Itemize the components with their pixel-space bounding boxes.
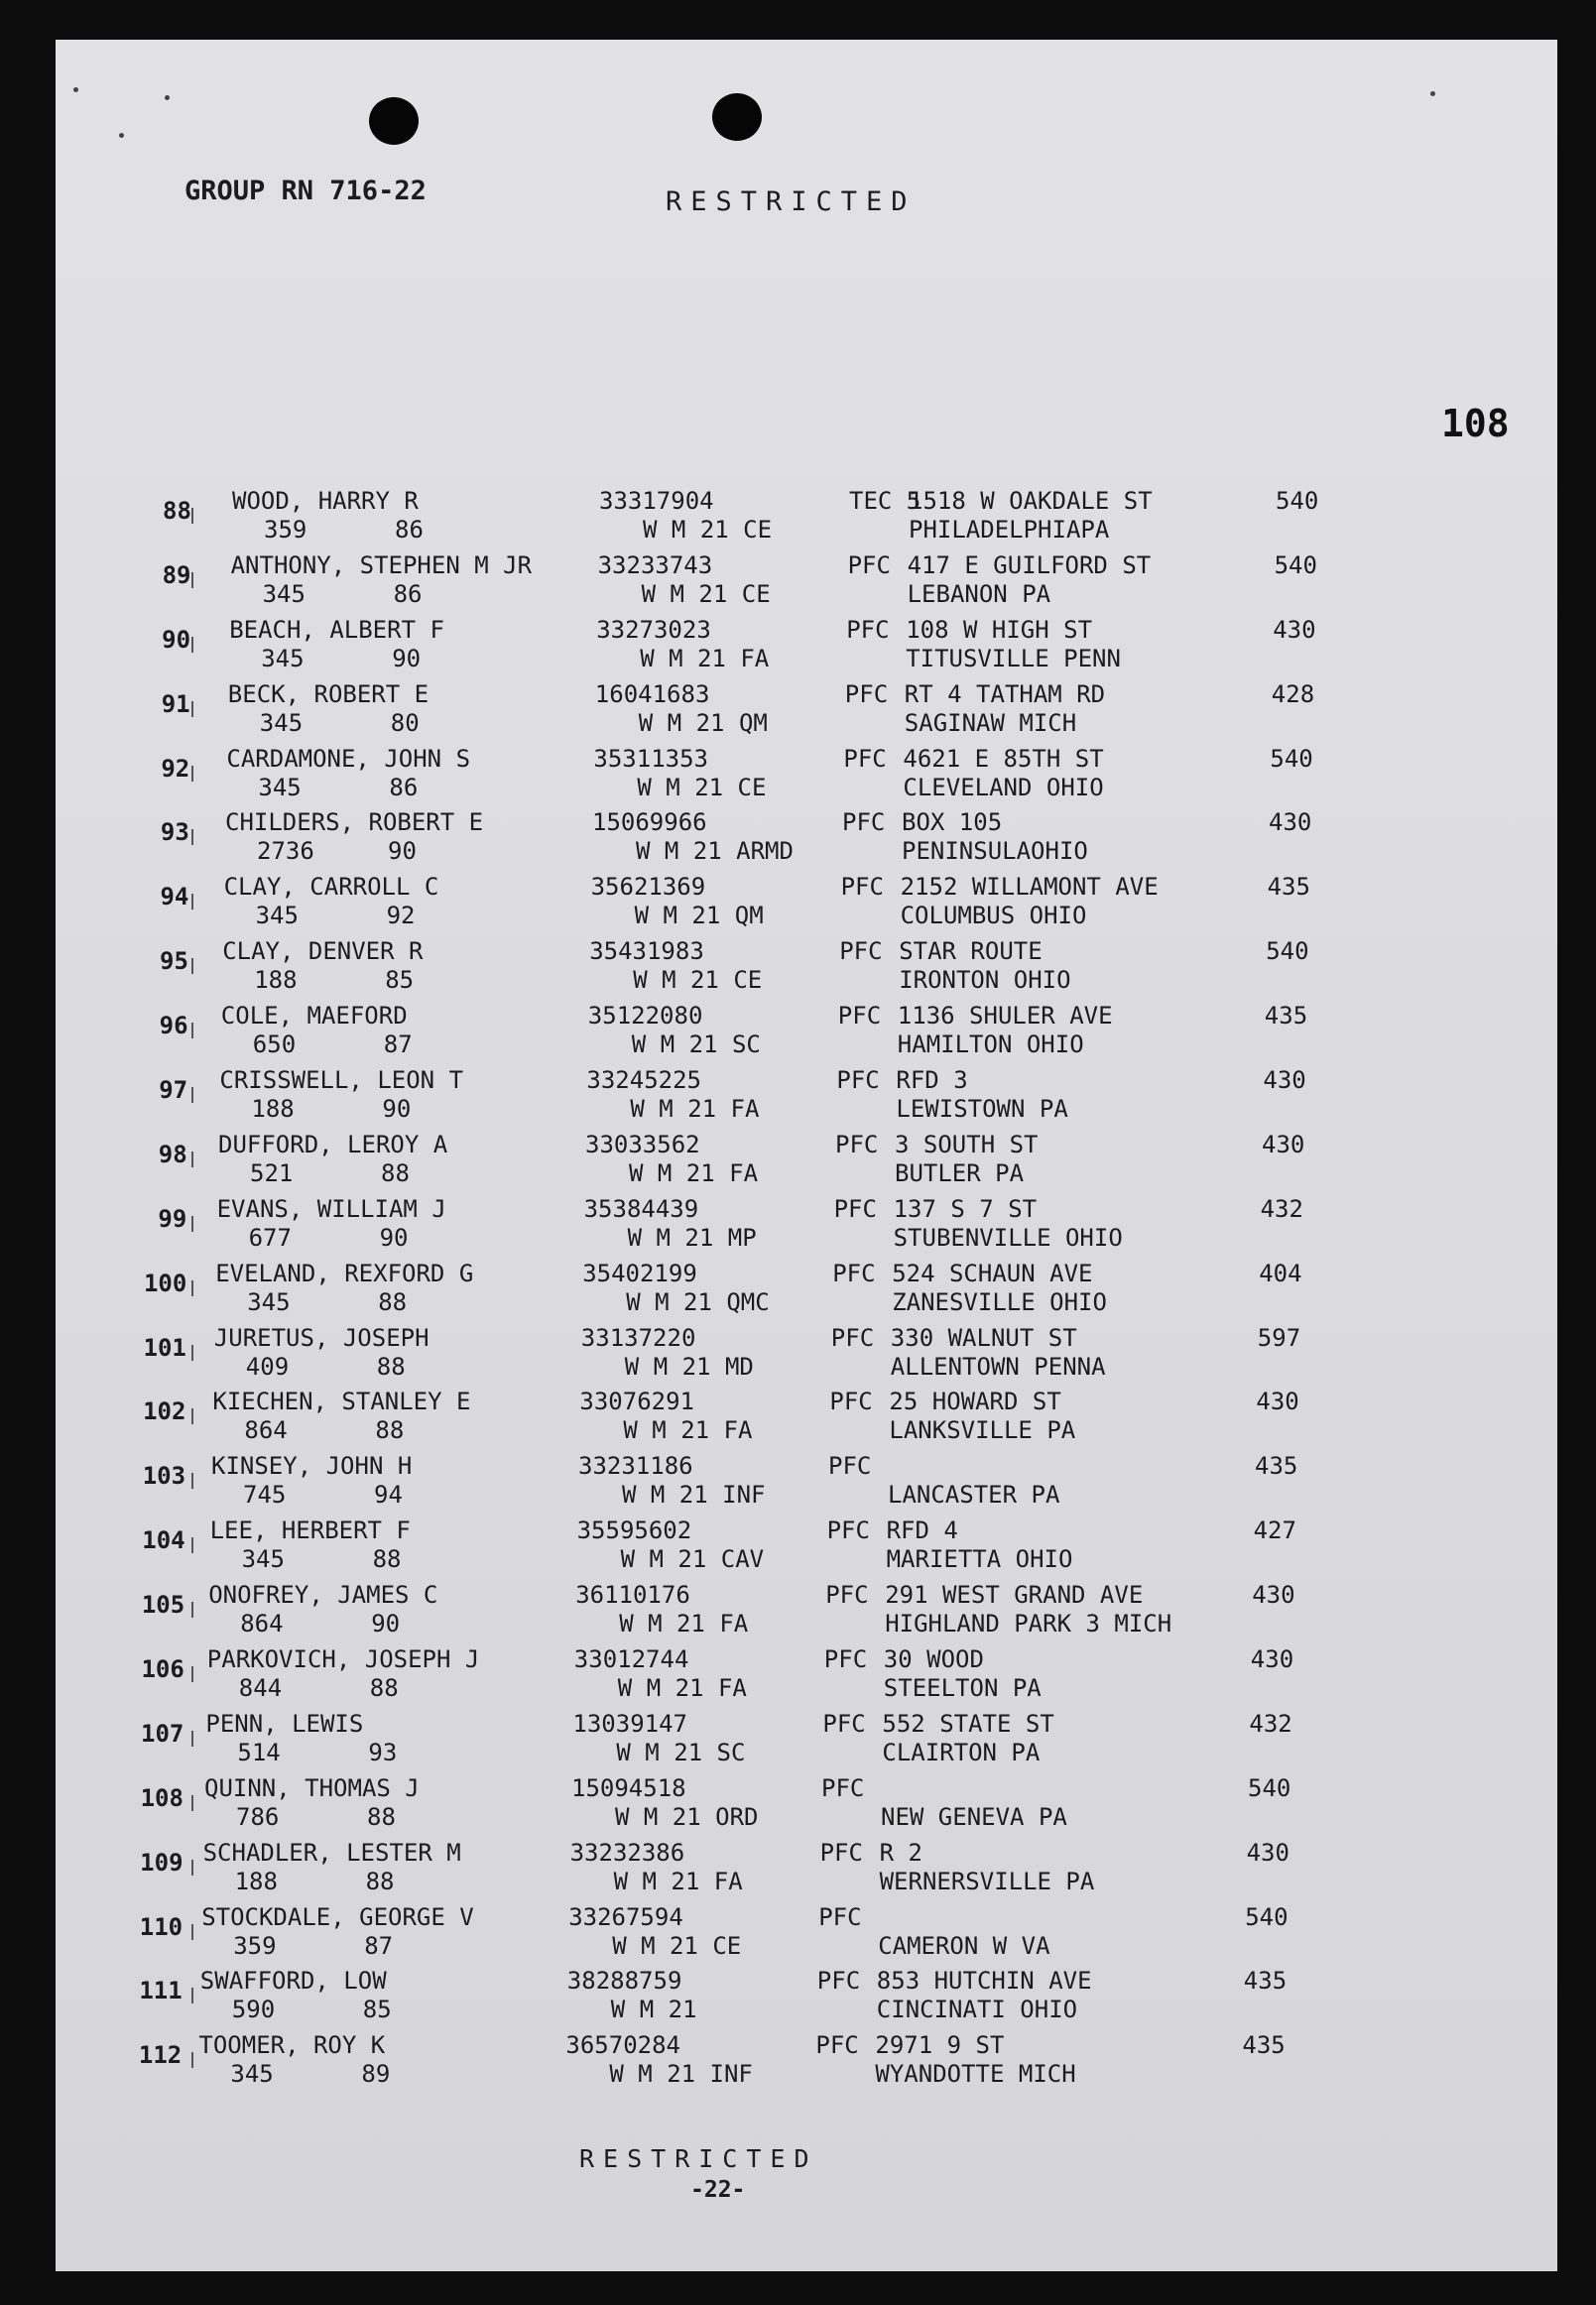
punch-hole-left xyxy=(369,97,419,145)
entry-code-2: 88 xyxy=(378,1287,408,1316)
entry-unit: W M 21 QM xyxy=(638,708,768,737)
entry-serial-number: 15094518 xyxy=(571,1773,686,1802)
entry-code-3: 432 xyxy=(1260,1194,1303,1223)
entry-grade: TEC 5 xyxy=(849,487,921,515)
entry-code-1: 345 xyxy=(258,773,302,801)
entry-address-line-2: HAMILTON OHIO xyxy=(897,1031,1084,1059)
entry-name: TOOMER, ROY K xyxy=(198,2031,386,2060)
entry-code-1: 345 xyxy=(241,1545,285,1574)
page-number: 108 xyxy=(1441,402,1510,445)
entry-unit: W M 21 xyxy=(610,1996,697,2024)
entry-number: 109 xyxy=(140,1848,184,1877)
paper-speck xyxy=(119,133,124,138)
entry-grade: PFC xyxy=(833,1194,877,1223)
entry-serial-number: 33245225 xyxy=(586,1066,701,1095)
entry-address-line-2: CLAIRTON PA xyxy=(882,1738,1041,1766)
entry-code-3: 430 xyxy=(1263,1066,1306,1095)
entry-number: 107 xyxy=(141,1719,184,1748)
entry-address-line-2: STEELTON PA xyxy=(883,1674,1042,1703)
entry-serial-number: 33232386 xyxy=(569,1838,685,1867)
entry-serial-number: 35402199 xyxy=(582,1259,697,1287)
entry-code-3: 427 xyxy=(1253,1516,1296,1545)
entry-name: CHILDERS, ROBERT E xyxy=(225,808,484,837)
entry-serial-number: 33033562 xyxy=(585,1130,700,1158)
entry-code-1: 345 xyxy=(261,644,305,672)
entry-code-2: 85 xyxy=(385,966,415,995)
roster-entry xyxy=(56,615,1557,679)
entry-serial-number: 13039147 xyxy=(572,1709,687,1738)
entry-grade: PFC xyxy=(829,1388,873,1416)
entry-address-line-2: NEW GENEVA PA xyxy=(881,1802,1067,1831)
entry-unit: W M 21 FA xyxy=(629,1158,759,1187)
entry-serial-number: 33231186 xyxy=(578,1452,693,1481)
entry-address-line-2: LANKSVILLE PA xyxy=(889,1416,1076,1445)
entry-unit: W M 21 MD xyxy=(624,1352,754,1381)
entry-serial-number: 15069966 xyxy=(592,808,707,837)
entry-unit: W M 21 CE xyxy=(612,1931,742,1960)
roster-entry xyxy=(56,1966,1557,2030)
entry-address-line-2: CINCINATI OHIO xyxy=(876,1996,1078,2024)
entry-name: CRISSWELL, LEON T xyxy=(219,1066,464,1095)
entry-address-line-1: RFD 4 xyxy=(886,1516,958,1545)
entry-serial-number: 33012744 xyxy=(573,1645,689,1674)
entry-grade: PFC xyxy=(821,1773,865,1802)
entry-code-2: 89 xyxy=(361,2060,391,2089)
entry-code-2: 90 xyxy=(379,1223,409,1252)
entry-address-line-1: 853 HUTCHIN AVE xyxy=(876,1967,1092,1996)
entry-unit: W M 21 CE xyxy=(637,773,767,801)
entry-address-line-1: BOX 105 xyxy=(902,808,1003,837)
roster-entry xyxy=(56,1709,1557,1773)
entry-code-3: 430 xyxy=(1250,1645,1294,1674)
entry-code-3: 435 xyxy=(1242,2031,1286,2060)
entry-code-2: 88 xyxy=(381,1158,410,1187)
entry-name: PARKOVICH, JOSEPH J xyxy=(206,1645,480,1674)
entry-code-3: 430 xyxy=(1262,1130,1305,1158)
entry-code-3: 435 xyxy=(1255,1452,1298,1481)
footer-classification: RESTRICTED xyxy=(579,2144,818,2173)
entry-number: 105 xyxy=(141,1591,185,1620)
entry-name: PENN, LEWIS xyxy=(205,1709,364,1738)
entry-grade: PFC xyxy=(843,744,887,773)
entry-code-1: 359 xyxy=(233,1931,277,1960)
entry-address-line-1: 330 WALNUT ST xyxy=(890,1323,1077,1352)
entry-code-2: 88 xyxy=(365,1867,395,1895)
entry-code-2: 88 xyxy=(375,1416,405,1445)
entry-name: JURETUS, JOSEPH xyxy=(213,1323,430,1352)
entry-code-3: 540 xyxy=(1245,1902,1289,1931)
entry-code-3: 435 xyxy=(1264,1002,1308,1031)
entry-code-2: 85 xyxy=(362,1996,392,2024)
entry-unit: W M 21 FA xyxy=(617,1674,747,1703)
entry-address-line-2: LEWISTOWN PA xyxy=(896,1095,1068,1124)
document-page xyxy=(56,40,1557,2271)
roster-entry xyxy=(56,1644,1557,1709)
entry-number: 103 xyxy=(142,1462,186,1491)
group-code: GROUP RN 716-22 xyxy=(184,176,427,206)
entry-name: ANTHONY, STEPHEN M JR xyxy=(230,550,533,579)
entry-grade: PFC xyxy=(825,1581,869,1610)
entry-number: 95 xyxy=(160,947,188,976)
entry-serial-number: 35431983 xyxy=(589,937,704,966)
entry-code-3: 432 xyxy=(1249,1709,1292,1738)
roster-entry xyxy=(56,1580,1557,1644)
entry-name: BECK, ROBERT E xyxy=(227,679,430,708)
entry-code-1: 359 xyxy=(264,516,307,544)
roster-entry xyxy=(56,1323,1557,1388)
entry-code-3: 430 xyxy=(1269,808,1312,837)
entry-name: KIECHEN, STANLEY E xyxy=(212,1388,471,1416)
entry-grade: PFC xyxy=(839,937,883,966)
entry-address-line-1: 30 WOOD xyxy=(883,1645,984,1674)
entry-code-1: 188 xyxy=(251,1095,295,1124)
entry-grade: PFC xyxy=(815,2031,859,2060)
entry-unit: W M 21 ORD xyxy=(615,1802,759,1831)
entry-grade: PFC xyxy=(832,1259,876,1287)
roster-entry xyxy=(56,744,1557,808)
entry-unit: W M 21 INF xyxy=(609,2060,753,2089)
entry-code-2: 87 xyxy=(383,1031,413,1059)
entry-address-line-1: 1518 W OAKDALE ST xyxy=(909,487,1153,515)
entry-number: 102 xyxy=(143,1397,186,1426)
entry-address-line-2: CLEVELAND OHIO xyxy=(903,773,1104,801)
entry-address-line-1: 108 W HIGH ST xyxy=(906,615,1093,644)
roster-entry xyxy=(56,936,1557,1001)
entry-code-3: 597 xyxy=(1257,1323,1301,1352)
entry-code-3: 540 xyxy=(1276,487,1319,515)
entry-address-line-1: 291 WEST GRAND AVE xyxy=(885,1581,1144,1610)
entry-code-1: 864 xyxy=(240,1610,284,1638)
entry-address-line-2: ALLENTOWN PENNA xyxy=(890,1352,1106,1381)
roster-entry xyxy=(56,1387,1557,1451)
entry-code-1: 650 xyxy=(252,1031,297,1059)
entry-code-3: 540 xyxy=(1266,937,1309,966)
roster-entry xyxy=(56,1065,1557,1130)
entry-number: 92 xyxy=(161,754,190,783)
entry-grade: PFC xyxy=(847,550,891,579)
entry-address-line-1: 4621 E 85TH ST xyxy=(903,744,1104,773)
entry-serial-number: 38288759 xyxy=(566,1967,682,1996)
entry-grade: PFC xyxy=(816,1967,861,1996)
entry-serial-number: 36110176 xyxy=(575,1581,690,1610)
entry-address-line-1: 1136 SHULER AVE xyxy=(897,1002,1113,1031)
entry-code-1: 677 xyxy=(248,1223,292,1252)
entry-code-3: 430 xyxy=(1246,1838,1289,1867)
entry-address-line-1: 3 SOUTH ST xyxy=(895,1130,1039,1158)
entry-address-line-1: 417 E GUILFORD ST xyxy=(907,550,1152,579)
entry-grade: PFC xyxy=(837,1002,882,1031)
entry-unit: W M 21 FA xyxy=(613,1867,743,1895)
entry-name: BEACH, ALBERT F xyxy=(229,615,444,644)
entry-unit: W M 21 FA xyxy=(640,644,770,672)
entry-code-2: 93 xyxy=(368,1738,398,1766)
entry-code-1: 409 xyxy=(245,1352,290,1381)
entry-name: LEE, HERBERT F xyxy=(209,1516,411,1545)
entry-code-1: 864 xyxy=(244,1416,288,1445)
entry-address-line-1: 552 STATE ST xyxy=(882,1709,1054,1738)
entry-code-3: 428 xyxy=(1271,679,1315,708)
entry-code-1: 2736 xyxy=(257,837,314,866)
entry-code-1: 345 xyxy=(230,2060,274,2089)
entry-number: 93 xyxy=(160,818,189,847)
entry-address-line-2: COLUMBUS OHIO xyxy=(900,902,1087,930)
entry-code-1: 521 xyxy=(250,1158,294,1187)
entry-code-1: 345 xyxy=(259,708,304,737)
entry-grade: PFC xyxy=(842,808,886,837)
entry-grade: PFC xyxy=(844,679,889,708)
entry-address-line-2: STUBENVILLE OHIO xyxy=(893,1223,1123,1252)
entry-name: CARDAMONE, JOHN S xyxy=(226,744,471,773)
entry-unit: W M 21 FA xyxy=(623,1416,753,1445)
entry-serial-number: 35122080 xyxy=(587,1002,703,1031)
paper-speck xyxy=(1430,91,1435,96)
footer-page-number: -22- xyxy=(690,2177,746,2203)
entry-unit: W M 21 CE xyxy=(643,516,773,544)
entry-code-3: 540 xyxy=(1270,744,1313,773)
entry-unit: W M 21 MP xyxy=(627,1223,757,1252)
entry-number: 99 xyxy=(158,1204,187,1233)
entry-unit: W M 21 FA xyxy=(619,1610,749,1638)
entry-unit: W M 21 QMC xyxy=(626,1287,770,1316)
entry-code-3: 430 xyxy=(1252,1581,1295,1610)
entry-serial-number: 35384439 xyxy=(583,1194,699,1223)
entry-code-3: 435 xyxy=(1243,1967,1288,1996)
entry-code-2: 88 xyxy=(372,1545,402,1574)
entry-unit: W M 21 FA xyxy=(630,1095,760,1124)
entry-serial-number: 35311353 xyxy=(593,744,708,773)
roster-entry xyxy=(56,1838,1557,1902)
entry-serial-number: 33273023 xyxy=(596,615,711,644)
entry-name: SCHADLER, LESTER M xyxy=(202,1838,461,1867)
entry-address-line-1: RT 4 TATHAM RD xyxy=(904,679,1106,708)
entry-number: 97 xyxy=(159,1076,188,1105)
roster-list xyxy=(56,486,1557,2095)
entry-code-1: 786 xyxy=(236,1802,280,1831)
entry-number: 98 xyxy=(158,1140,187,1168)
entry-number: 101 xyxy=(143,1333,186,1362)
entry-code-1: 590 xyxy=(231,1996,276,2024)
entry-address-line-2: BUTLER PA xyxy=(895,1158,1025,1187)
roster-entry xyxy=(56,1902,1557,1967)
entry-address-line-2: LEBANON PA xyxy=(907,579,1051,608)
entry-address-line-2: SAGINAW MICH xyxy=(904,708,1077,737)
entry-address-line-2: TITUSVILLE PENN xyxy=(906,644,1121,672)
entry-unit: W M 21 SC xyxy=(616,1738,746,1766)
entry-name: KINSEY, JOHN H xyxy=(211,1452,413,1481)
entry-number: 104 xyxy=(142,1526,185,1555)
entry-address-line-2: IRONTON OHIO xyxy=(899,966,1071,995)
entry-grade: PFC xyxy=(826,1516,870,1545)
entry-code-2: 86 xyxy=(395,516,424,544)
entry-code-1: 844 xyxy=(238,1674,283,1703)
entry-address-line-1: R 2 xyxy=(879,1838,922,1867)
entry-address-line-1: STAR ROUTE xyxy=(899,937,1043,966)
entry-serial-number: 33137220 xyxy=(580,1323,696,1352)
entry-serial-number: 35595602 xyxy=(576,1516,692,1545)
entry-number: 100 xyxy=(143,1269,187,1297)
entry-address-line-2: MARIETTA OHIO xyxy=(886,1545,1073,1574)
roster-entry xyxy=(56,1194,1557,1259)
entry-code-2: 87 xyxy=(364,1931,394,1960)
entry-serial-number: 16041683 xyxy=(594,679,710,708)
entry-unit: W M 21 INF xyxy=(622,1481,766,1510)
entry-address-line-2: PHILADELPHIAPA xyxy=(909,516,1110,544)
entry-grade: PFC xyxy=(819,1838,863,1867)
roster-entry xyxy=(56,550,1557,615)
entry-code-2: 88 xyxy=(367,1802,396,1831)
roster-entry xyxy=(56,872,1557,936)
roster-entry xyxy=(56,486,1557,550)
entry-code-2: 86 xyxy=(389,773,419,801)
roster-entry xyxy=(56,1001,1557,1065)
roster-entry xyxy=(56,1516,1557,1580)
entry-grade: PFC xyxy=(835,1130,879,1158)
entry-code-2: 80 xyxy=(390,708,420,737)
entry-address-line-1: 137 S 7 ST xyxy=(893,1194,1038,1223)
entry-address-line-2: PENINSULAOHIO xyxy=(902,837,1088,866)
entry-grade: PFC xyxy=(822,1709,866,1738)
roster-entry xyxy=(56,2030,1557,2095)
entry-unit: W M 21 QM xyxy=(634,902,764,930)
entry-code-3: 540 xyxy=(1248,1773,1291,1802)
entry-name: CLAY, DENVER R xyxy=(222,937,424,966)
entry-address-line-2: LANCASTER PA xyxy=(888,1481,1060,1510)
entry-name: EVANS, WILLIAM J xyxy=(216,1194,446,1223)
entry-serial-number: 33233743 xyxy=(597,550,713,579)
entry-code-3: 430 xyxy=(1273,615,1316,644)
entry-number: 90 xyxy=(162,625,191,654)
entry-code-1: 188 xyxy=(234,1867,278,1895)
entry-number: 110 xyxy=(139,1912,184,1941)
punch-hole-right xyxy=(712,93,762,141)
entry-name: STOCKDALE, GEORGE V xyxy=(201,1902,474,1931)
entry-serial-number: 33317904 xyxy=(599,487,714,515)
entry-number: 96 xyxy=(159,1012,188,1040)
entry-name: SWAFFORD, LOW xyxy=(199,1967,387,1996)
entry-code-3: 540 xyxy=(1274,550,1317,579)
entry-number: 108 xyxy=(140,1783,184,1812)
roster-entry xyxy=(56,679,1557,744)
entry-name: ONOFREY, JAMES C xyxy=(208,1581,438,1610)
entry-unit: W M 21 ARMD xyxy=(636,837,794,866)
entry-number: 89 xyxy=(162,560,191,589)
entry-address-line-1: 524 SCHAUN AVE xyxy=(892,1259,1093,1287)
entry-code-2: 90 xyxy=(388,837,417,866)
paper-speck xyxy=(73,87,78,92)
entry-code-3: 404 xyxy=(1259,1259,1302,1287)
entry-grade: PFC xyxy=(828,1452,872,1481)
entry-name: QUINN, THOMAS J xyxy=(204,1773,420,1802)
entry-number: 106 xyxy=(141,1655,184,1684)
entry-unit: W M 21 CE xyxy=(633,966,763,995)
entry-code-1: 514 xyxy=(237,1738,281,1766)
entry-unit: W M 21 CAV xyxy=(620,1545,765,1574)
entry-grade: PFC xyxy=(836,1066,880,1095)
entry-code-2: 92 xyxy=(386,902,416,930)
entry-code-2: 90 xyxy=(392,644,422,672)
entry-number: 112 xyxy=(138,2041,183,2070)
entry-grade: PFC xyxy=(840,873,884,902)
entry-address-line-2: CAMERON W VA xyxy=(878,1931,1050,1960)
entry-code-2: 88 xyxy=(369,1674,399,1703)
entry-code-3: 430 xyxy=(1256,1388,1299,1416)
entry-unit: W M 21 CE xyxy=(641,579,771,608)
entry-address-line-1: RFD 3 xyxy=(896,1066,968,1095)
entry-number: 94 xyxy=(160,883,189,911)
paper-speck xyxy=(165,95,170,100)
entry-address-line-1: 2971 9 ST xyxy=(875,2031,1005,2060)
entry-code-2: 86 xyxy=(393,579,423,608)
roster-entry xyxy=(56,807,1557,872)
entry-number: 88 xyxy=(163,497,191,525)
entry-grade: PFC xyxy=(846,615,890,644)
entry-serial-number: 35621369 xyxy=(590,873,706,902)
entry-name: DUFFORD, LEROY A xyxy=(218,1130,448,1158)
entry-address-line-1: 2152 WILLAMONT AVE xyxy=(900,873,1159,902)
roster-entry xyxy=(56,1451,1557,1516)
roster-entry xyxy=(56,1130,1557,1194)
entry-code-1: 345 xyxy=(247,1287,291,1316)
header-classification: RESTRICTED xyxy=(666,186,917,217)
entry-grade: PFC xyxy=(830,1323,875,1352)
entry-unit: W M 21 SC xyxy=(631,1031,761,1059)
entry-serial-number: 36570284 xyxy=(565,2031,680,2060)
entry-serial-number: 33076291 xyxy=(579,1388,694,1416)
entry-address-line-2: WERNERSVILLE PA xyxy=(879,1867,1095,1895)
roster-entry xyxy=(56,1773,1557,1838)
entry-address-line-2: ZANESVILLE OHIO xyxy=(892,1287,1107,1316)
entry-name: COLE, MAEFORD xyxy=(220,1002,408,1031)
entry-code-1: 188 xyxy=(254,966,298,995)
entry-code-1: 345 xyxy=(262,579,306,608)
entry-code-1: 345 xyxy=(255,902,299,930)
entry-code-2: 94 xyxy=(374,1481,403,1510)
entry-code-1: 745 xyxy=(243,1481,287,1510)
entry-address-line-2: HIGHLAND PARK 3 MICH xyxy=(885,1610,1172,1638)
entry-name: EVELAND, REXFORD G xyxy=(215,1259,474,1287)
entry-code-3: 435 xyxy=(1267,873,1310,902)
entry-code-2: 88 xyxy=(376,1352,406,1381)
entry-address-line-1: 25 HOWARD ST xyxy=(889,1388,1061,1416)
entry-code-2: 90 xyxy=(382,1095,412,1124)
roster-entry xyxy=(56,1259,1557,1323)
entry-name: CLAY, CARROLL C xyxy=(223,873,439,902)
entry-number: 111 xyxy=(139,1977,183,2005)
entry-name: WOOD, HARRY R xyxy=(232,487,419,515)
entry-number: 91 xyxy=(161,689,190,718)
entry-address-line-2: WYANDOTTE MICH xyxy=(875,2060,1076,2089)
entry-grade: PFC xyxy=(823,1645,868,1674)
entry-code-2: 90 xyxy=(371,1610,401,1638)
entry-serial-number: 33267594 xyxy=(568,1902,683,1931)
entry-grade: PFC xyxy=(818,1902,862,1931)
